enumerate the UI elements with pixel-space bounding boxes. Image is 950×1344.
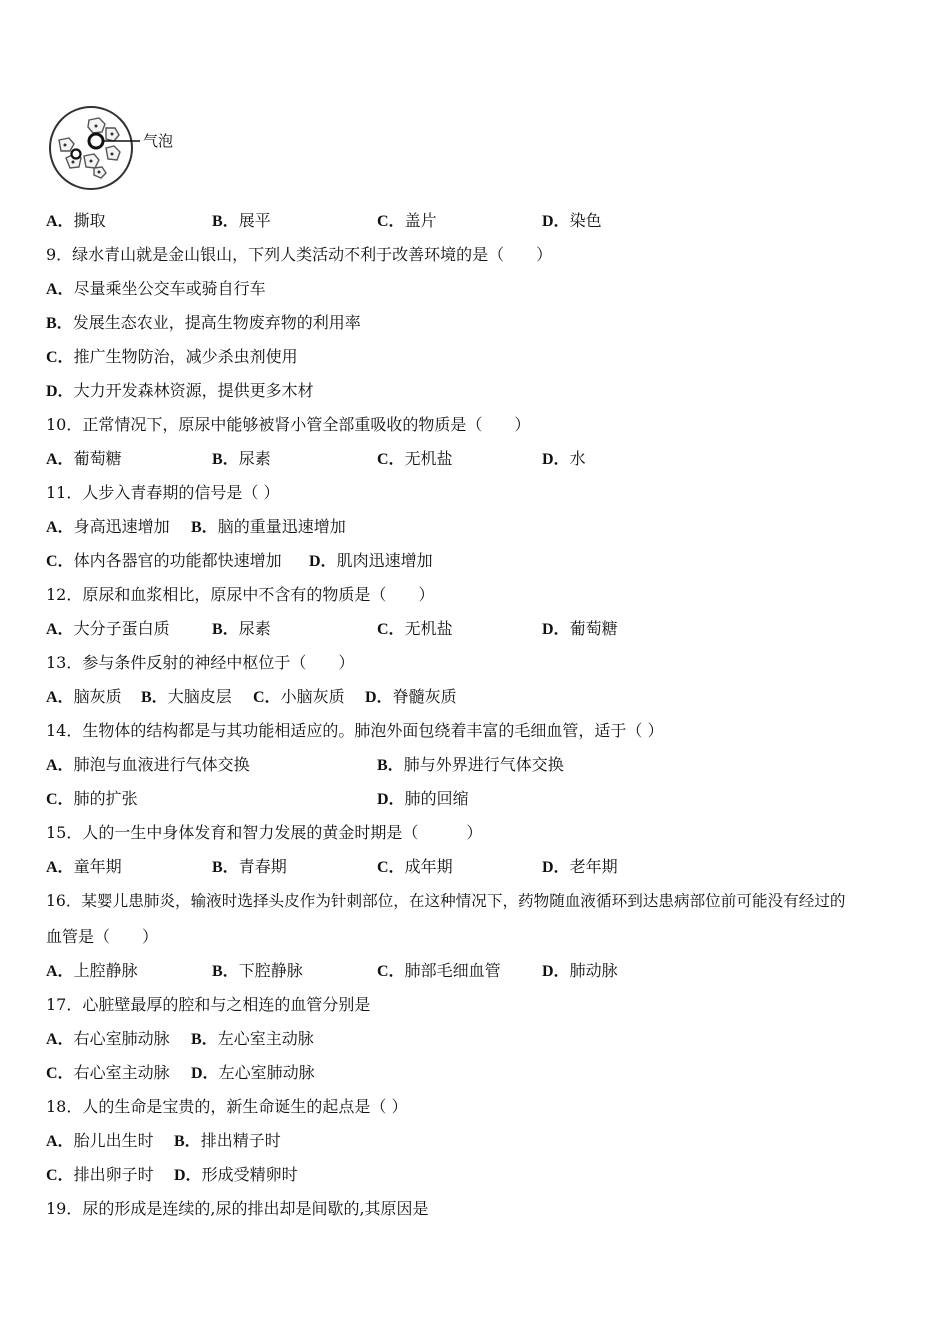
q10-option-d: D．水 [542,449,586,468]
q17-option-b: B．左心室主动脉 [191,1029,314,1048]
q10-stem: 10．正常情况下，原尿中能够被肾小管全部重吸收的物质是（ ） [46,415,531,434]
q16-option-a: A．上腔静脉 [46,961,138,980]
q15-option-d: D．老年期 [542,857,618,876]
q10-option-c: C．无机盐 [377,449,453,468]
q11-stem: 11．人步入青春期的信号是（ ） [46,483,280,502]
q12-stem: 12．原尿和血浆相比，原尿中不含有的物质是（ ） [46,585,435,604]
q18-option-b: B．排出精子时 [174,1131,281,1150]
q18-stem: 18．人的生命是宝贵的，新生命诞生的起点是（ ） [46,1097,408,1116]
q17-option-a: A．右心室肺动脉 [46,1029,170,1048]
q8-option-c: C．盖片 [377,211,437,230]
q13-option-b: B．大脑皮层 [141,687,232,706]
q15-option-a: A．童年期 [46,857,122,876]
q9-stem: 9．绿水青山就是金山银山，下列人类活动不利于改善环境的是（ ） [46,245,553,264]
q14-option-c: C．肺的扩张 [46,789,138,808]
q16-option-d: D．肺动脉 [542,961,618,980]
q17-option-c: C．右心室主动脉 [46,1063,170,1082]
q16-option-b: B．下腔静脉 [212,961,303,980]
q10-option-a: A．葡萄糖 [46,449,122,468]
q14-option-a: A．肺泡与血液进行气体交换 [46,755,250,774]
q15-option-c: C．成年期 [377,857,453,876]
q13-option-c: C．小脑灰质 [253,687,345,706]
q11-option-d: D．肌肉迅速增加 [309,551,433,570]
q8-option-a: A．撕取 [46,211,106,230]
q17-option-d: D．左心室肺动脉 [191,1063,315,1082]
q9-option-b: B．发展生态农业，提高生物废弃物的利用率 [46,313,361,332]
q9-option-a: A．尽量乘坐公交车或骑自行车 [46,279,266,298]
q17-stem: 17．心脏壁最厚的腔和与之相连的血管分别是 [46,995,371,1014]
q15-option-b: B．青春期 [212,857,287,876]
q14-option-d: D．肺的回缩 [377,789,469,808]
q12-option-d: D．葡萄糖 [542,619,618,638]
q13-option-a: A．脑灰质 [46,687,122,706]
q16-stem-line1: 16．某婴儿患肺炎，输液时选择头皮作为针刺部位，在这种情况下，药物随血液循环到达患病部位前可能没有经过的 [46,892,846,910]
q18-option-c: C．排出卵子时 [46,1165,154,1184]
q18-option-d: D．形成受精卵时 [174,1165,298,1184]
q11-option-a: A．身高迅速增加 [46,517,170,536]
q16-stem-line2: 血管是（ ） [46,927,159,946]
q13-stem: 13．参与条件反射的神经中枢位于（ ） [46,653,355,672]
q8-option-d: D．染色 [542,211,602,230]
q13-option-d: D．脊髓灰质 [365,687,457,706]
q19-stem: 19．尿的形成是连续的,尿的排出却是间歇的,其原因是 [46,1199,429,1218]
q10-option-b: B．尿素 [212,449,271,468]
q18-option-a: A．胎儿出生时 [46,1131,154,1150]
q12-option-c: C．无机盐 [377,619,453,638]
q12-option-a: A．大分子蛋白质 [46,619,170,638]
q9-option-c: C．推广生物防治，减少杀虫剂使用 [46,347,298,366]
q16-option-c: C．肺部毛细血管 [377,961,501,980]
q11-option-c: C．体内各器官的功能都快速增加 [46,551,282,570]
q12-option-b: B．尿素 [212,619,271,638]
q11-option-b: B．脑的重量迅速增加 [191,517,346,536]
microscope-field-figure [44,102,194,192]
q9-option-d: D．大力开发森林资源，提供更多木材 [46,381,314,400]
q14-stem: 14．生物体的结构都是与其功能相适应的。肺泡外面包绕着丰富的毛细血管，适于（ ） [46,721,664,740]
q8-option-b: B．展平 [212,211,271,230]
q15-stem: 15．人的一生中身体发育和智力发展的黄金时期是（ ） [46,823,483,842]
q14-option-b: B．肺与外界进行气体交换 [377,755,564,774]
bubble-label: 气泡 [143,132,174,150]
